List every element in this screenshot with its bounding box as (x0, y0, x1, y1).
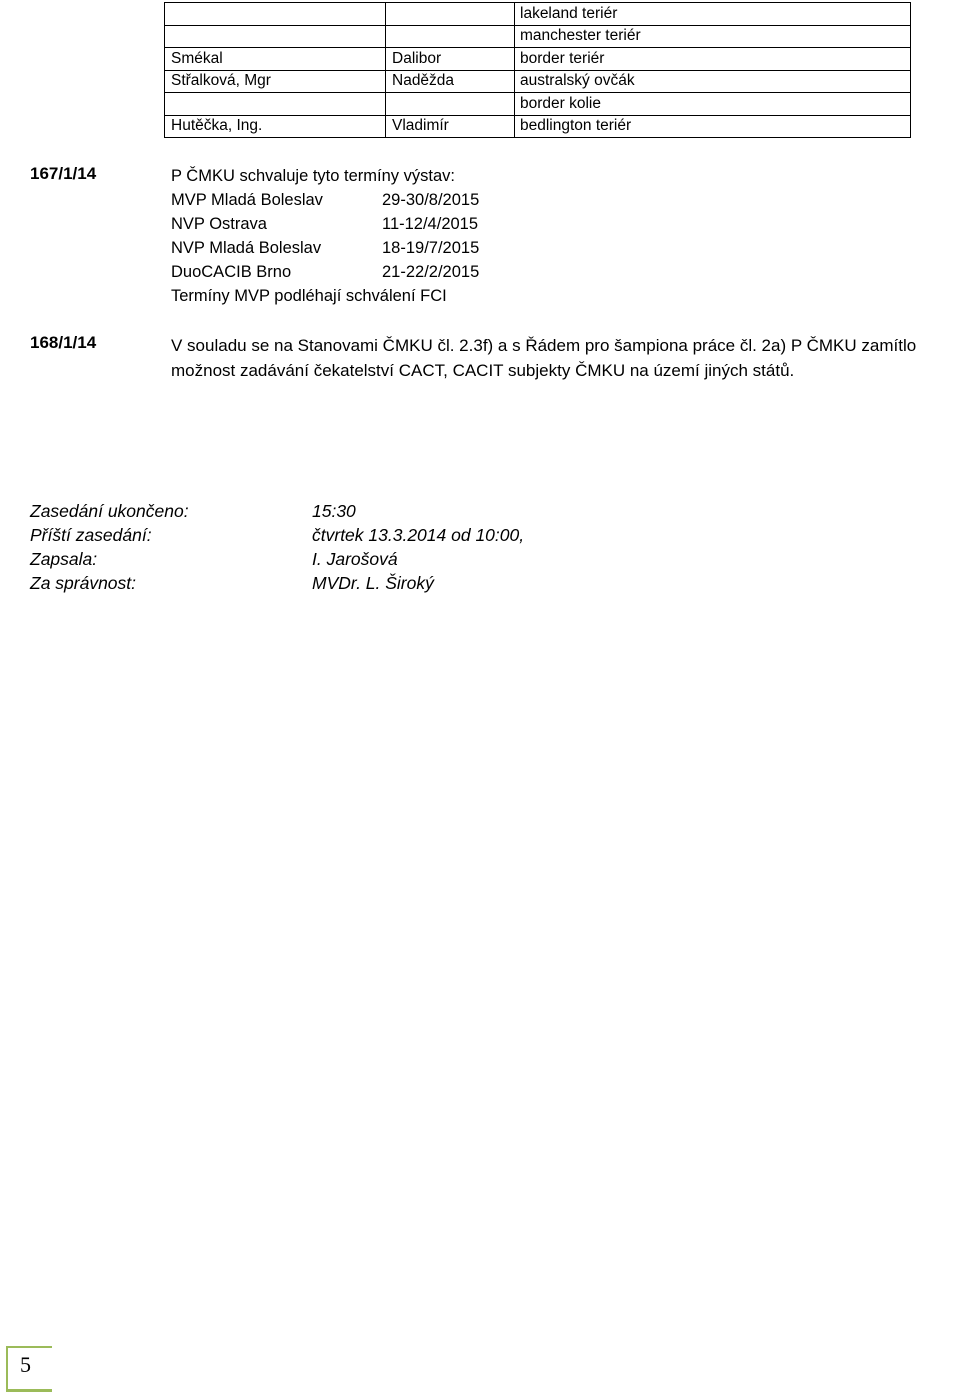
judge-surname: Střalková, Mgr (165, 70, 386, 93)
list-item (171, 260, 479, 284)
judge-surname: Smékal (165, 48, 386, 71)
closing-label: Za správnost: (30, 573, 137, 593)
judge-firstname (386, 3, 515, 26)
closing-label: Příští zasedání: (30, 525, 152, 545)
show-name: NVP Mladá Boleslav (171, 239, 322, 257)
meeting-closing-block (30, 499, 524, 595)
closing-label: Zapsala: (30, 549, 98, 569)
list-item (171, 188, 479, 212)
judge-surname: Hutěčka, Ing. (165, 115, 386, 138)
list-item (30, 571, 524, 595)
table-row (165, 25, 911, 48)
section-number-167: 167/1/14 (30, 164, 97, 183)
closing-value: I. Jarošová (312, 549, 398, 569)
section-number-168: 168/1/14 (30, 333, 97, 352)
table-row (165, 70, 911, 93)
table-row (165, 48, 911, 71)
show-name: DuoCACIB Brno (171, 263, 292, 281)
list-item (30, 499, 524, 523)
page-number: 5 (20, 1352, 31, 1377)
list-item (30, 547, 524, 571)
closing-label: Zasedání ukončeno: (30, 501, 189, 521)
judge-breed: bedlington teriér (515, 115, 911, 138)
judge-surname (165, 3, 386, 26)
list-item (30, 523, 524, 547)
judge-breed: border teriér (515, 48, 911, 71)
table-row (165, 93, 911, 116)
show-name: MVP Mladá Boleslav (171, 191, 323, 209)
judge-firstname (386, 93, 515, 116)
section-168-body (171, 333, 960, 383)
section-167-intro: P ČMKU schvaluje tyto termíny výstav: (171, 167, 455, 185)
judges-table (164, 2, 911, 138)
closing-value: 15:30 (312, 501, 356, 521)
section-167-note: Termíny MVP podléhají schválení FCI (171, 287, 447, 305)
table-row (165, 115, 911, 138)
judge-firstname (386, 25, 515, 48)
show-date: 21-22/2/2015 (382, 263, 480, 281)
closing-value: čtvrtek 13.3.2014 od 10:00, (312, 525, 525, 545)
judge-firstname: Dalibor (386, 48, 515, 71)
judge-surname (165, 25, 386, 48)
judge-firstname: Naděžda (386, 70, 515, 93)
show-name: NVP Ostrava (171, 215, 267, 233)
section-167-body (171, 164, 479, 308)
show-date: 18-19/7/2015 (382, 239, 480, 257)
judge-breed: australský ovčák (515, 70, 911, 93)
show-date: 11-12/4/2015 (382, 215, 479, 233)
judge-breed: border kolie (515, 93, 911, 116)
show-date: 29-30/8/2015 (382, 191, 480, 209)
list-item (171, 212, 479, 236)
section-168-line-1: V souladu se na Stanovami ČMKU čl. 2.3f) a s Řádem pro šampiona práce čl. 2a) P ČMKU zamítlo (171, 336, 917, 355)
section-168-line-2: možnost zadávání čekatelství CACT, CACIT subjekty ČMKU na území jiných států. (171, 361, 795, 380)
judge-firstname: Vladimír (386, 115, 515, 138)
table-row (165, 3, 911, 26)
judge-breed: lakeland teriér (515, 3, 911, 26)
judge-breed: manchester teriér (515, 25, 911, 48)
closing-value: MVDr. L. Široký (312, 573, 434, 593)
list-item (171, 236, 479, 260)
judge-surname (165, 93, 386, 116)
